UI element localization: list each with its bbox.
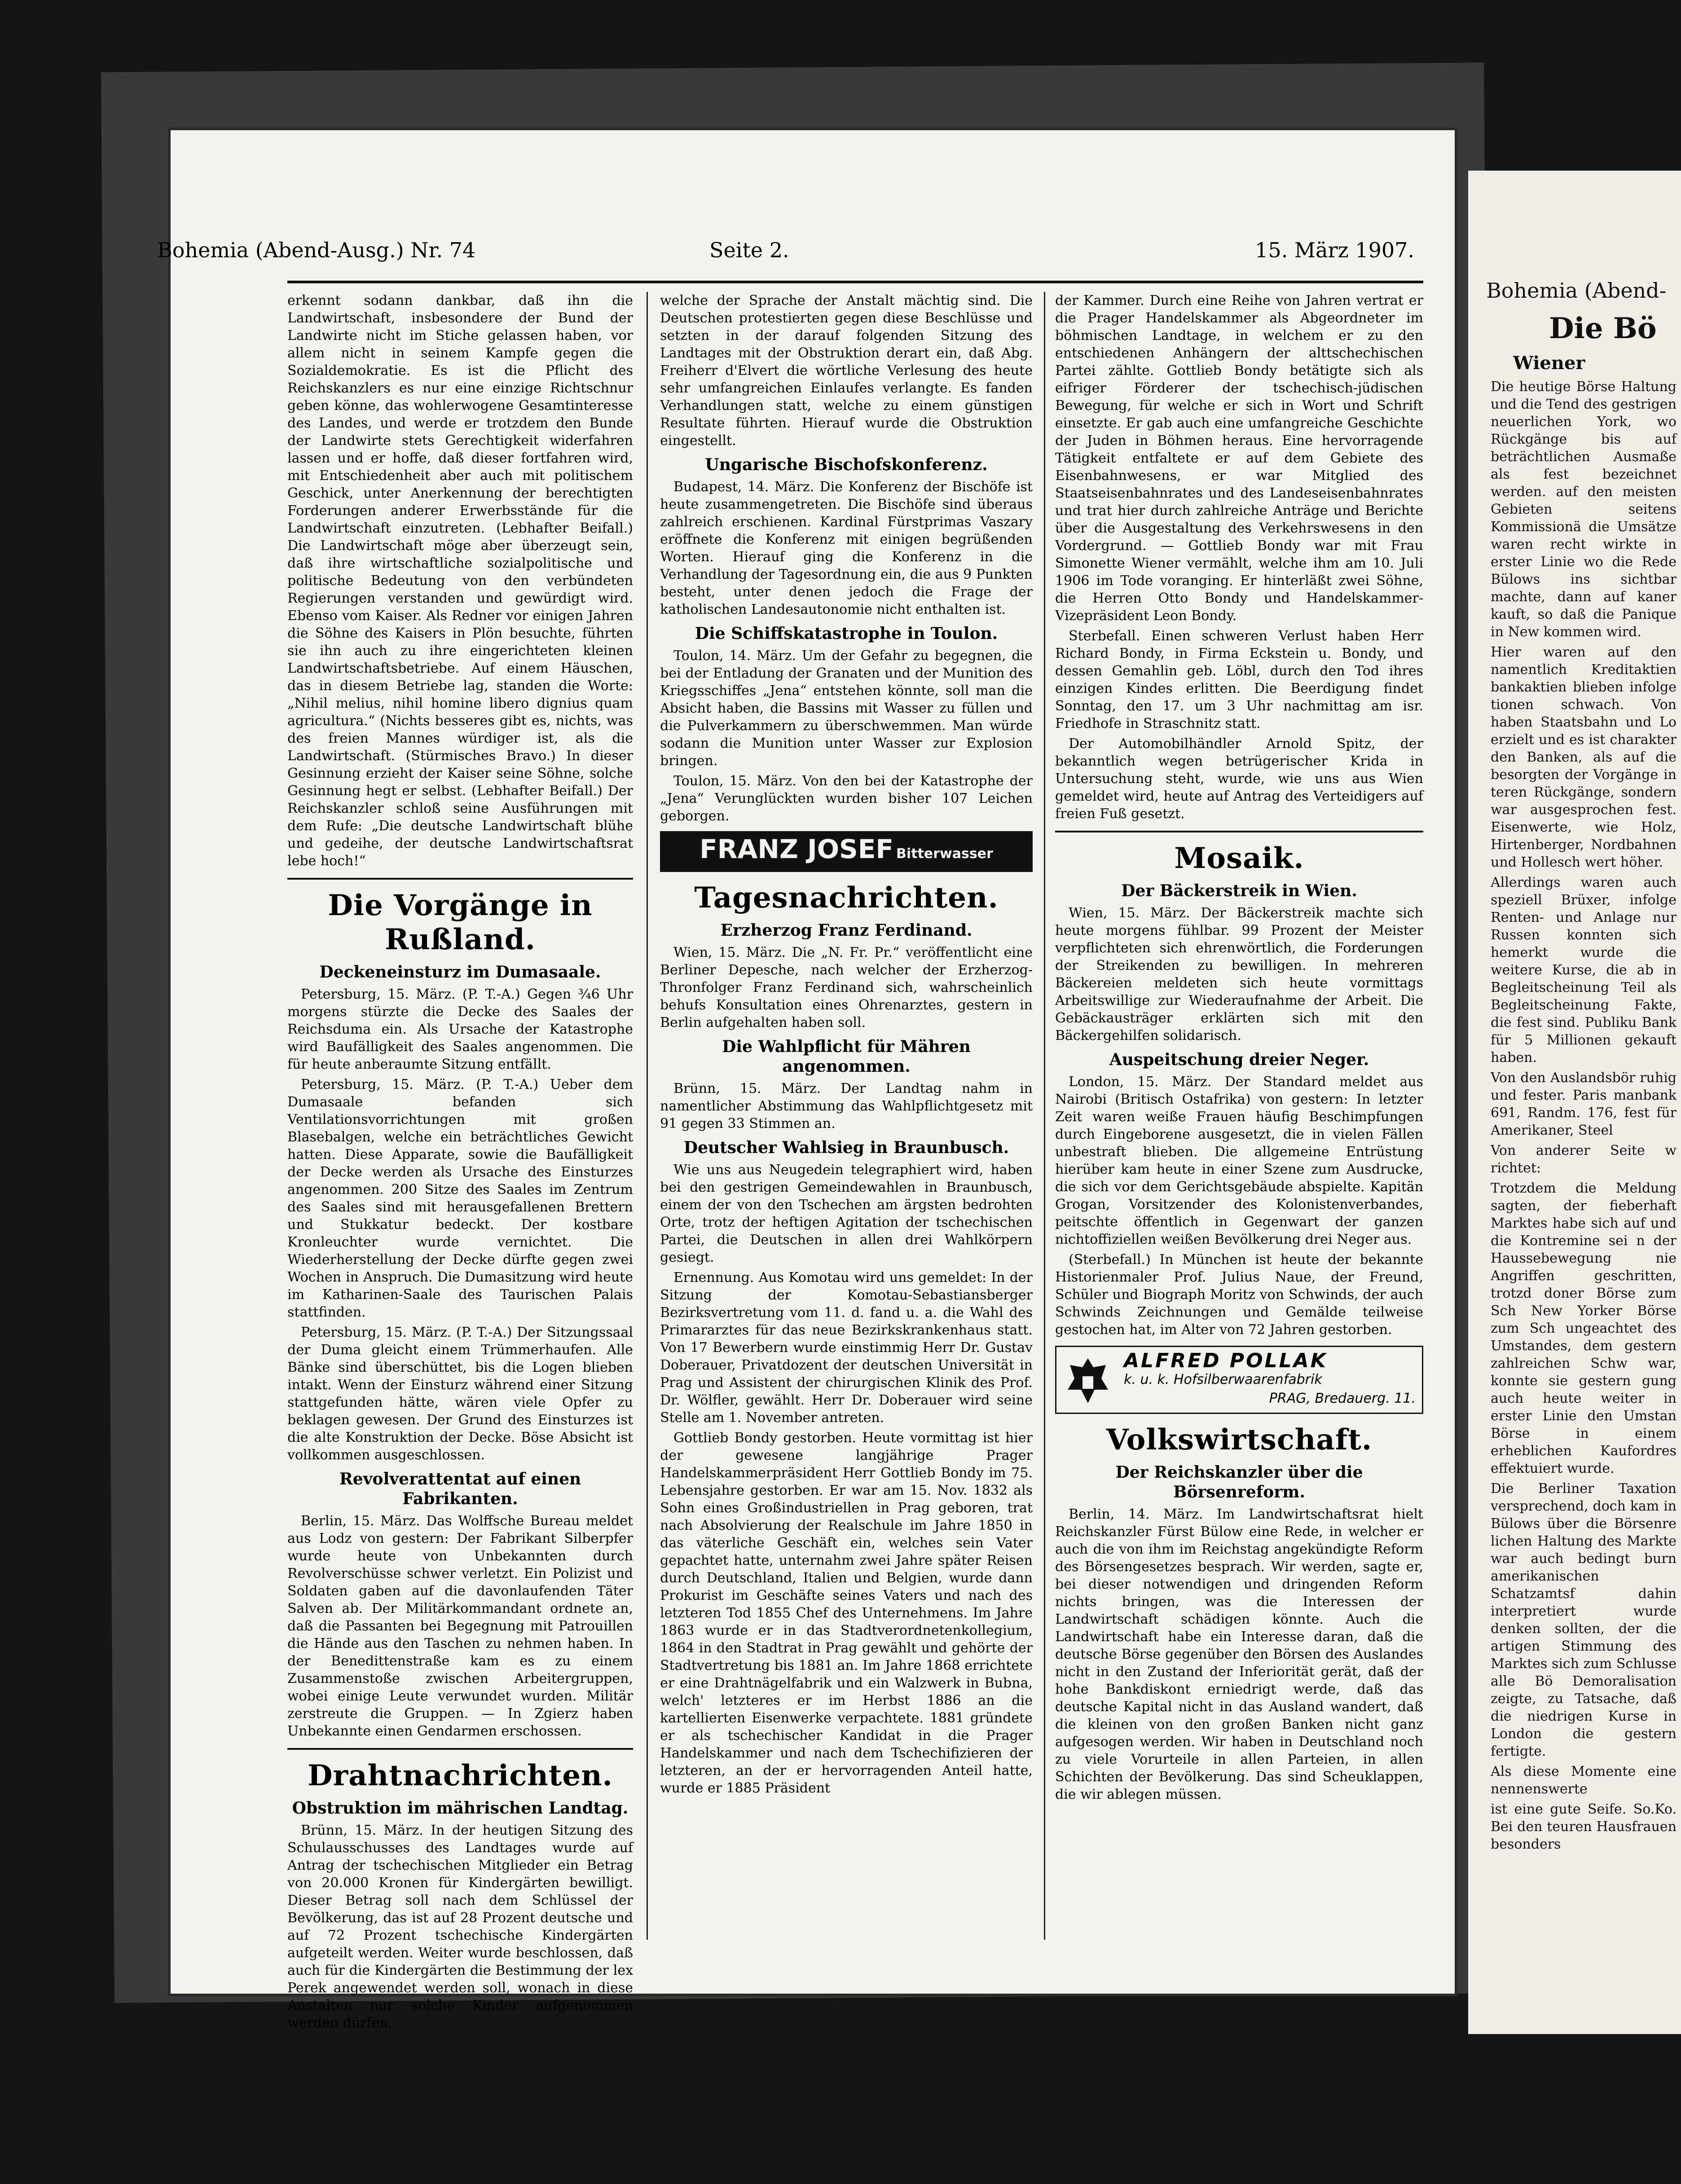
article-paragraph: Berlin, 15. März. Das Wolffsche Bureau meldet aus Lodz von gestern: Der Fabrikant Silberpfer wurde heute von Unbekannten durch Revolverschüsse schwer verletzt. Ein Polizist und Soldaten gaben auf die davonlaufenden Täter Salven ab. Der Militärkommandant ordnete an, daß die Passanten bei Begegnung mit Patrouillen die Hände aus den Taschen zu nehmen haben. In der Benedittenstraße kam es zu einem Zusammenstoße zwischen Arbeitergruppen, wobei einige Leute verwundet wurden. Militär zerstreute die Gruppen. — In Zgierz haben Unbekannte einen Gendarmen erschossen. [287,1513,633,1739]
article-paragraph: Brünn, 15. März. Der Landtag nahm in namentlicher Abstimmung das Wahlpflichtgesetz mit 91 gegen 33 Stimmen an. [660,1081,1033,1132]
article-heading: Ungarische Bischofskonferenz. [705,455,988,474]
article-paragraph: welche der Sprache der Anstalt mächtig sind. Die Deutschen protestierten gegen diese Beschlüsse und setzten in der darauf folgenden Sitzung des Landtages mit der Obstruktion derart ein, daß Abg. Freiherr d'Elvert die wörtliche Verlesung des heute sehr umfangreichen Einlaufes verlangte. Es fanden Verhandlungen statt, welche zu einem günstigen Resultate führten. Hierauf wurde die Obstruktion eingestellt. [660,293,1033,449]
article-paragraph: Toulon, 15. März. Von den bei der Katastrophe der „Jena“ Verunglückten wurden bisher 107 Leichen geborgen. [660,773,1033,824]
ad-company-name: ALFRED POLLAK [1124,1349,1328,1372]
section-rule [287,878,633,880]
crest-icon [1065,1356,1110,1405]
article-paragraph: Ernennung. Aus Komotau wird uns gemeldet: In der Sitzung der Komotau-Sebastiansberger Bezirksvertretung vom 11. d. fand u. a. die Wahl des Primararztes für das neue Bezirkskrankenhaus statt. Von 17 Bewerbern wurde einstimmig Herr Dr. Gustav Doberauer, Privatdozent der deutschen Universität in Prag und Assistent der chirurgischen Klinik des Prof. Dr. Wölfler, gewählt. Herr Dr. Doberauer wird seine Stelle am 1. November antreten. [660,1270,1033,1426]
article-paragraph: erkennt sodann dankbar, daß ihn die Landwirtschaft, insbesondere der Bund der Landwirte nicht im Stiche gelassen haben, vor allem nicht in seinem Kampfe gegen die Sozialdemokratie. Es ist die Pflicht des Reichskanzlers es nur eine einzige Richtschnur geben könne, das wohlerwogene Gesamtinteresse des Landes, und werde er trotzdem den Bunde der Landwirte stets Gerechtigkeit widerfahren lassen und er hoffe, daß dieser fortfahren wird, mit Entschiedenheit aber auch mit politischem Geschick, unter Anerkennung der berechtigten Forderungen anderer Erwerbsstände für die Landwirtschaft einzutreten. (Lebhafter Beifall.) Die Landwirtschaft möge aber überzeugt sein, daß ihre wirtschaftliche sozialpolitische und politische Bedeutung von den verbündeten Regierungen verstanden und gewürdigt wird. Ebenso vom Kaiser. Als Redner vor einigen Jahren die Söhne des Kaisers in Plön besuchte, führten sie ihn auch zu ihre eingerichteten kleinen Landwirtschaftsbetriebe. Auf einem Häuschen, das in diesem Betriebe lag, standen die Worte: „Nihil melius, nihil homine libero dignius quam agricultura.“ (Nichts besseres gibt es, nichts, was des freien Mannes würdiger ist, als die Landwirtschaft. (Stürmisches Bravo.) In dieser Gesinnung erzieht der Kaiser seine Söhne, solche Gesinnung hegt er selbst. (Lebhafter Beifall.) Der Reichskanzler schloß seine Ausführungen mit dem Rufe: „Die deutsche Landwirtschaft blühe und gedeihe, der deutsche Landwirtschaftsrat lebe hoch!“ [287,293,633,869]
ad-subtitle: Bitterwasser [896,846,993,862]
adjacent-masthead: Bohemia (Abend- [1486,278,1667,303]
article-paragraph: Brünn, 15. März. In der heutigen Sitzung des Schulausschusses des Landtages wurde auf Antrag der tschechischen Mitglieder ein Betrag von 20.000 Kronen für Kindergärten bewilligt. Dieser Betrag soll nach dem Schlüssel der Bevölkerung, das ist auf 28 Prozent deutsche und auf 72 Prozent tschechische Kindergärten aufgeteilt werden. Weiter wurde beschlossen, daß auch für die Kindergärten die Bestimmung der lex Perek angewendet werden soll, wonach in diese Anstalten nur solche Kinder aufgenommen werden dürfen, [287,1823,633,2031]
article-paragraph: Petersburg, 15. März. (P. T.-A.) Ueber dem Dumasaale befanden sich Ventilationsvorrichtungen mit großen Blasebalgen, welche ein beträchtliches Gewicht hatten. Diese Apparate, sowie die Baufälligkeit der Decke werden als Ursache des Einsturzes angenommen. 200 Sitze des Saales im Zentrum des Saales sind mit herausgefallenen Brettern und Stukkatur bedeckt. Der kostbare Kronleuchter wurde vernichtet. Die Wiederherstellung der Decke dürfte gegen zwei Wochen in Anspruch. Die Dumasitzung wird heute im Katharinen-Saale des Taurischen Palais stattfinden. [287,1077,633,1320]
article-paragraph: der Kammer. Durch eine Reihe von Jahren vertrat er die Prager Handelskammer als Abgeordneter im böhmischen Landtage, in welchem er zu den entschiedenen Anhängern der alttschechischen Partei zählte. Gottlieb Bondy betätigte sich als eifriger Förderer der tschechisch-jüdischen Bewegung, für welche er sich in Wort und Schrift einsetzte. Er gab auch eine umfangreiche Geschichte der Juden in Böhmen heraus. Eine hervorragende Tätigkeit entfaltete er auf dem Gebiete des Eisenbahnwesens, er war Mitglied des Staatseisenbahnrates und des Landeseisenbahnrates und trat hier durch zahlreiche Anträge und Berichte über die Ausgestaltung des Verkehrswesens in den Vordergrund. — Gottlieb Bondy war mit Frau Simonette Wiener vermählt, welche ihm am 10. Juli 1906 im Tode voranging. Er hinterläßt zwei Söhne, die Herren Otto Bondy und Handelskammer-Vizepräsident Leon Bondy. [1055,293,1423,624]
issue-date: 15. März 1907. [1255,238,1414,262]
article-heading: Obstruktion im mährischen Landtag. [292,1799,629,1818]
adjacent-page [1468,171,1681,2034]
article-paragraph: London, 15. März. Der Standard meldet aus Nairobi (Britisch Ostafrika) von gestern: In letzter Zeit waren weiße Frauen häufig Beschimpfungen durch Eingeborene ausgesetzt, die in vielen Fällen unbestraft blieben. Die allgemeine Entrüstung hierüber kam heute in einer Szene zum Ausdrucke, die sich vor dem Gerichtsgebäude abspielte. Kapitän Grogan, Vorsitzender des Kolonistenverbandes, peitschte öffentlich in Gegenwart der ganzen nichtoffiziellen weißen Bevölkerung drei Neger aus. [1055,1074,1423,1247]
adjacent-text [1468,374,1681,1853]
section-rule [287,1748,633,1750]
article-paragraph: Berlin, 14. März. Im Landwirtschaftsrat hielt Reichskanzler Fürst Bülow eine Rede, in welcher er auch die von ihm im Reichstag angekündigte Reform des Börsengesetzes besprach. Wir werden, sagte er, bei dieser notwendigen und dringenden Reform nichts bringen, was die Interessen der Landwirtschaft schädigen könnte. Auch die Landwirtschaft habe ein Interesse daran, daß die deutsche Börse gegenüber den Börsen des Auslandes nicht in den Zustand der Inferiorität gerät, daß der hohe Bankdiskont erniedrigt werde, daß das deutsche Kapital nicht in das Ausland wandert, daß die kleinen von den großen Banken nicht ganz aufgesogen werden. Wir haben in Deutschland noch zu viele Vorurteile in allen Parteien, in allen Schichten der Bevölkerung. Das sind Scheuklappen, die wir ablegen müssen. [1055,1506,1423,1802]
article-paragraph: Toulon, 14. März. Um der Gefahr zu begegnen, die bei der Entladung der Granaten und der Munition des Kriegsschiffes „Jena“ entstehen könnte, soll man die Absicht haben, die Bassins mit Wasser zu füllen und die Pulverkammern zu überschwemmen. Man würde sodann die Munition unter Wasser zur Explosion bringen. [660,648,1033,769]
advertisement-franz-josef [660,831,1033,872]
section-heading: Die Vorgänge in Rußland. [328,889,593,956]
article-paragraph: Von anderer Seite w richtet: [1491,1143,1677,1176]
article-paragraph: Sterbefall. Einen schweren Verlust haben Herr Richard Bondy, in Firma Eckstein u. Bondy, und dessen Gemahlin geb. Löbl, durch den Tod ihres einzigen Kindes erlitten. Die Beerdigung findet Sonntag, den 17. um 3 Uhr nachmittag am isr. Friedhofe in Straschnitz statt. [1055,628,1423,731]
adjacent-section-heading: Die Bö [1549,312,1657,345]
article-paragraph: (Sterbefall.) In München ist heute der bekannte Historienmaler Prof. Julius Naue, der Freund, Schüler und Biograph Moritz von Schwinds, der auch Schwinds Zeichnungen und Gemälde teilweise gestochen hat, im Alter von 72 Jahren gestorben. [1055,1252,1423,1338]
article-paragraph: Petersburg, 15. März. (P. T.-A.) Der Sitzungssaal der Duma gleicht einem Trümmerhaufen. Alle Bänke sind überschüttet, bis die Logen blieben intakt. Wenn der Einsturz während einer Sitzung stattgefunden hätte, wären viele Opfer zu beklagen gewesen. Der Grund des Einsturzes ist die alte Konstruktion der Decke. Böse Absicht ist vollkommen ausgeschlossen. [287,1325,633,1463]
ad-company-type: k. u. k. Hofsilberwaarenfabrik [1124,1372,1322,1387]
article-paragraph: Die Berliner Taxation versprechend, doch kam in Bülows über die Börsenre lichen Haltung des Markte war auch bedingt burn amerikanischen Schatzamtsf dahin interpretiert wurde denken sollten, der die artigen Stimmung des Marktes sich zum Schlusse alle Bö Demoralisation zeigte, zu Tatsache, daß die niedrigen Kurse in London die gestern fertigte. [1491,1481,1677,1759]
column-2 [660,292,1033,1953]
article-paragraph: Der Automobilhändler Arnold Spitz, der bekanntlich wegen betrügerischer Krida in Untersuchung steht, wurde, wie uns aus Wien gemeldet wird, heute auf Antrag des Verteidigers auf freien Fuß gesetzt. [1055,736,1423,822]
article-paragraph: Allerdings waren auch speziell Brüxer, infolge Renten- und Anlage nur Russen konnten sich hemerkt wurde die weitere Kurse, die ab in Begleitscheinung Teil als Begleitscheinung Fakte, die fest sind. Publiku Bank für 5 Millionen gekauft haben. [1491,875,1677,1066]
section-heading: Tagesnachrichten. [694,881,999,915]
article-heading: Deutscher Wahlsieg in Braunbusch. [683,1138,1009,1157]
article-paragraph: Hier waren auf den namentlich Kreditaktien bankaktien blieben infolge tionen schwach. Von haben Staatsbahn und Lo erzielt und es ist charakter den Banken, als auf die besorgten der Vorgänge in teren Rückgänge, sondern war ausgesprochen fest. Eisenwerte, wie Holz, Hirtenberger, Nordbahnen und Hollesch wert höher. [1491,644,1677,870]
article-heading: Der Reichskanzler über die Börsenreform. [1115,1463,1363,1502]
article-heading: Deckeneinsturz im Dumasaale. [319,963,601,982]
article-paragraph: Wie uns aus Neugedein telegraphiert wird, haben bei den gestrigen Gemeindewahlen in Braunbusch, einem der von den Tschechen am ärgsten bedrohten Orte, trotz der heftigen Agitation der tschechischen Partei, die Deutschen in allen drei Wahlkörpern gesiegt. [660,1162,1033,1265]
article-paragraph: Petersburg, 15. März. (P. T.-A.) Gegen ¾6 Uhr morgens stürzte die Decke des Saales der Reichsduma ein. Als Ursache der Katastrophe wird Baufälligkeit des Saales angenommen. Die für heute anberaumte Sitzung entfällt. [287,986,633,1072]
column-rule [1044,292,1045,1940]
column-1 [287,292,633,2031]
article-heading: Auspeitschung dreier Neger. [1109,1050,1369,1069]
article-heading: Die Schiffskatastrophe in Toulon. [695,624,998,643]
article-heading: Der Bäckerstreik in Wien. [1121,881,1357,900]
page-number: Seite 2. [709,238,789,262]
advertisement-alfred-pollak [1055,1346,1423,1414]
article-paragraph: Gottlieb Bondy gestorben. Heute vormittag ist hier der gewesene langjährige Prager Handelskammerpräsident Herr Gottlieb Bondy im 75. Lebensjahre gestorben. Er war am 15. Nov. 1832 als Sohn eines Großindustriellen in Prag geboren, trat nach Absolvierung der Realschule im Jahre 1850 in das väterliche Geschäft ein, welches sein Vater gepachtet hatte, unternahm zwei Jahre später Reisen durch Deutschland, Italien und Belgien, wurde dann Prokurist im Geschäfte seines Vaters und nach des letzteren Tod 1855 Chef des Unternehmens. Im Jahre 1863 wurde er in das Stadtverordnetenkollegium, 1864 in den Stadtrat in Prag gewählt und gehörte der Stadtvertretung bis 1881 an. Im Jahre 1868 errichtete er eine Drahtnägelfabrik und ein Walzwerk in Bubna, welch' letzteres er im Herbst 1886 an die kartellierten Eisenwerke verpachtete. 1881 gründete er als tschechischer Kandidat in die Prager Handelskammer und nach dem Tschechifizieren der letzteren, an der er hervorragenden Anteil hatte, wurde er 1885 Präsident [660,1430,1033,1796]
article-heading: Revolverattentat auf einen Fabrikanten. [339,1470,581,1508]
article-paragraph: Als diese Momente eine nennenswerte [1491,1764,1677,1797]
article-heading: Die Wahlpflicht für Mähren angenommen. [722,1037,971,1076]
column-3 [1055,292,1423,1953]
section-heading: Drahtnachrichten. [308,1759,613,1792]
section-heading: Volkswirtschaft. [1106,1423,1373,1457]
article-paragraph: Von den Auslandsbör ruhig und fester. Paris manbank 691, Randm. 176, fest für Amerikaner, Steel [1491,1070,1677,1138]
article-paragraph: Wien, 15. März. Der Bäckerstreik machte sich heute morgens fühlbar. 99 Prozent der Meister verpflichteten sich ehrenwörtlich, die Forderungen der Streikenden zu bewilligen. In mehreren Bäckereien meldeten sich heute vormittags Arbeitswillige zur Wiederaufnahme der Arbeit. Die Gebäckausträger erklärten sich mit den Bäckergehilfen solidarisch. [1055,905,1423,1044]
article-paragraph: Trotzdem die Meldung sagten, der fieberhaft Marktes habe sich auf und die Kontremine sei n der Haussebewegung nie Angriffen geschritten, trotzd doner Börse zum Sch New Yorker Börse zum Sch ungeachtet des Umstandes, dem gestern zahlreichen Schw war, konnte sie gestern gung auch heute weiter in erster Linie den Umstan Börse in einem erheblichen Kaufordres effektuiert wurde. [1491,1180,1677,1476]
page-header [157,238,1414,274]
ad-address: PRAG, Bredauerg. 11. [1269,1391,1416,1406]
article-paragraph: ist eine gute Seife. So.Ko. Bei den teuren Hausfrauen besonders [1491,1801,1677,1852]
masthead-title: Bohemia (Abend-Ausg.) Nr. 74 [157,238,476,262]
section-heading: Mosaik. [1174,841,1304,875]
article-paragraph: Budapest, 14. März. Die Konferenz der Bischöfe ist heute zusammengetreten. Die Bischöfe sind überaus zahlreich erschienen. Kardinal Fürstprimas Vaszary eröffnete die Konferenz mit einigen begrüßenden Worten. Hierauf ging die Konferenz in die Verhandlung der Tagesordnung ein, die aus 9 Punkten besteht, unter denen jedoch die Frage der katholischen Landesautonomie nicht enthalten ist. [660,479,1033,617]
column-rule [647,292,648,1940]
ad-brand: FRANZ JOSEF [700,834,894,864]
adjacent-article-heading: Wiener [1513,352,1585,374]
article-paragraph: Wien, 15. März. Die „N. Fr. Pr.“ veröffentlicht eine Berliner Depesche, nach welcher der Erzherzog-Thronfolger Franz Ferdinand sich, wahrscheinlich behufs Konsultation eines Ohrenarztes, gestern in Berlin aufgehalten haben soll. [660,945,1033,1030]
section-rule [1055,831,1423,832]
header-rule [287,281,1423,283]
article-paragraph: Die heutige Börse Haltung und die Tend des gestrigen neuerlichen York, wo Rückgänge bis auf beträchtlichen Ausmaße als fest bezeichnet werden. auf den meisten Gebieten seitens Kommissionä die Umsätze waren recht wirkte in erster Linie wo die Rede Bülows ins sichtbar machte, dann auf kaner kauft, so daß die Panique in New kommen wird. [1491,379,1677,640]
article-heading: Erzherzog Franz Ferdinand. [720,921,973,940]
